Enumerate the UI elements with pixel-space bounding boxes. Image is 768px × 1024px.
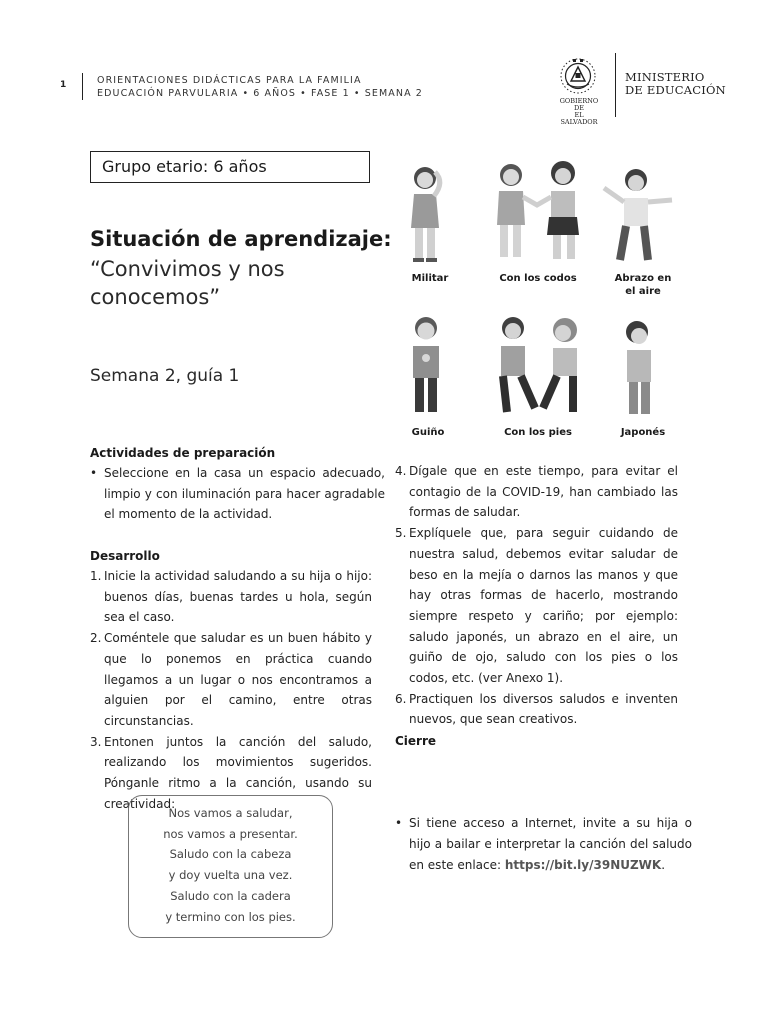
- desarrollo-list-left: [90, 566, 372, 814]
- caption-guino: Guiño: [411, 427, 445, 438]
- list-item: [395, 689, 678, 730]
- list-number: 5.: [395, 526, 407, 541]
- government-label: [556, 98, 602, 126]
- situation-subtitle-line-1: “Convivimos y nos: [90, 257, 285, 281]
- song-line: Nos vamos a saludar,: [168, 806, 293, 820]
- situation-title: Situación de aprendizaje:: [90, 227, 392, 251]
- caption-abrazo-line-1: Abrazo en: [614, 273, 672, 284]
- caption-militar: Militar: [411, 273, 449, 284]
- coat-of-arms-icon: [558, 56, 598, 96]
- caption-con-los-pies: Con los pies: [504, 427, 572, 438]
- header-line-1: ORIENTACIONES DIDÁCTICAS PARA LA FAMILIA: [97, 75, 362, 86]
- list-number: 6.: [395, 691, 407, 706]
- list-number: 4.: [395, 464, 407, 478]
- list-item-text: Entonen juntos la canción del saludo, realizando los movimientos sugeridos. Pónganle ritmo a la canción, usando su creatividad:: [104, 734, 372, 811]
- girl-salute-figure: [401, 158, 453, 268]
- list-item: [90, 566, 372, 628]
- wink-figure: [401, 310, 451, 420]
- caption-con-los-codos: Con los codos: [499, 273, 577, 284]
- situation-subtitle-line-2: conocemos”: [90, 285, 221, 309]
- list-item-text: Coméntele que saludar es un buen hábito y que lo ponemos en práctica cuando llegamos a un lugar o nos encontramos a alguien por el camino, entre otras circunstancias.: [104, 631, 372, 728]
- bow-figure: [615, 312, 665, 422]
- list-item: [395, 461, 678, 523]
- song-line: y termino con los pies.: [165, 909, 296, 924]
- song-line: y doy vuelta una vez.: [168, 868, 293, 883]
- song-line: Saludo con la cabeza: [169, 847, 292, 862]
- cierre-heading: Cierre: [395, 734, 437, 748]
- greetings-illustration: [393, 150, 683, 450]
- song-line: Saludo con la cadera: [170, 888, 291, 903]
- song-link[interactable]: https://bit.ly/39NUZWK: [504, 857, 662, 872]
- ministry-name: [625, 71, 726, 97]
- list-number: 1.: [90, 569, 102, 583]
- bullet-marker: •: [395, 816, 403, 831]
- header-line-2: EDUCACIÓN PARVULARIA • 6 AÑOS • FASE 1 • SEMANA 2: [97, 88, 423, 99]
- air-hug-figure: [598, 160, 678, 270]
- page-number: 1: [60, 80, 67, 90]
- ministry-line-2: DE EDUCACIÓN: [625, 83, 726, 97]
- list-number: 2.: [90, 631, 102, 646]
- list-item-text: Dígale que en este tiempo, para evitar el contagio de la COVID-19, han cambiado las formas de saludar.: [409, 464, 678, 520]
- list-item-text: Explíquele que, para seguir cuidando de nuestra salud, debemos evitar saludar de beso en la mejía o darnos las manos y que hay otras formas de hacerlo, mostrando siempre respeto y cariño; por ejemplo: saludo japonés, un abrazo en el aire, un guiño de ojo, saludo con los pies o los codos, etc. (ver Anexo 1).: [409, 526, 678, 686]
- elbow-bump-figure: [485, 155, 595, 270]
- cierre-item: [395, 813, 692, 875]
- song-line: nos vamos a presentar.: [163, 826, 298, 841]
- situation-subtitle: [90, 255, 390, 311]
- desarrollo-heading: Desarrollo: [90, 549, 160, 563]
- header-text: [97, 74, 423, 100]
- desarrollo-list-right: [395, 461, 678, 730]
- ministry-divider: [615, 53, 616, 117]
- list-item: [395, 523, 678, 689]
- list-item: [90, 628, 372, 732]
- list-item-text: Practiquen los diversos saludos e inventen nuevos, que sean creativos.: [409, 691, 678, 727]
- prep-item: [90, 463, 385, 525]
- age-group-box: Grupo etario: 6 años: [90, 151, 370, 183]
- week-label: Semana 2, guía 1: [90, 366, 240, 386]
- ministry-line-1: MINISTERIO: [625, 70, 705, 84]
- song-lyrics: [128, 803, 333, 927]
- cierre-text: Si tiene acceso a Internet, invite a su hija o hijo a bailar e interpretar la canción del saludo en este enlace:: [409, 816, 692, 872]
- gov-label-line-2: EL SALVADOR: [560, 111, 598, 126]
- caption-japones: Japonés: [620, 427, 666, 438]
- prep-heading: Actividades de preparación: [90, 446, 276, 460]
- gov-label-line-1: GOBIERNO DE: [559, 97, 599, 112]
- bullet-marker: •: [90, 466, 98, 480]
- foot-tap-figure: [485, 312, 595, 424]
- cierre-period: .: [661, 857, 666, 872]
- prep-item-text: Seleccione en la casa un espacio adecuado, limpio y con iluminación para hacer agradable el momento de la actividad.: [104, 466, 385, 522]
- caption-abrazo-line-2: el aire: [625, 286, 661, 297]
- list-number: 3.: [90, 734, 102, 749]
- list-item-text: Inicie la actividad saludando a su hija o hijo: buenos días, buenas tardes u hola, según sea el caso.: [104, 569, 372, 625]
- header-divider: [82, 73, 83, 100]
